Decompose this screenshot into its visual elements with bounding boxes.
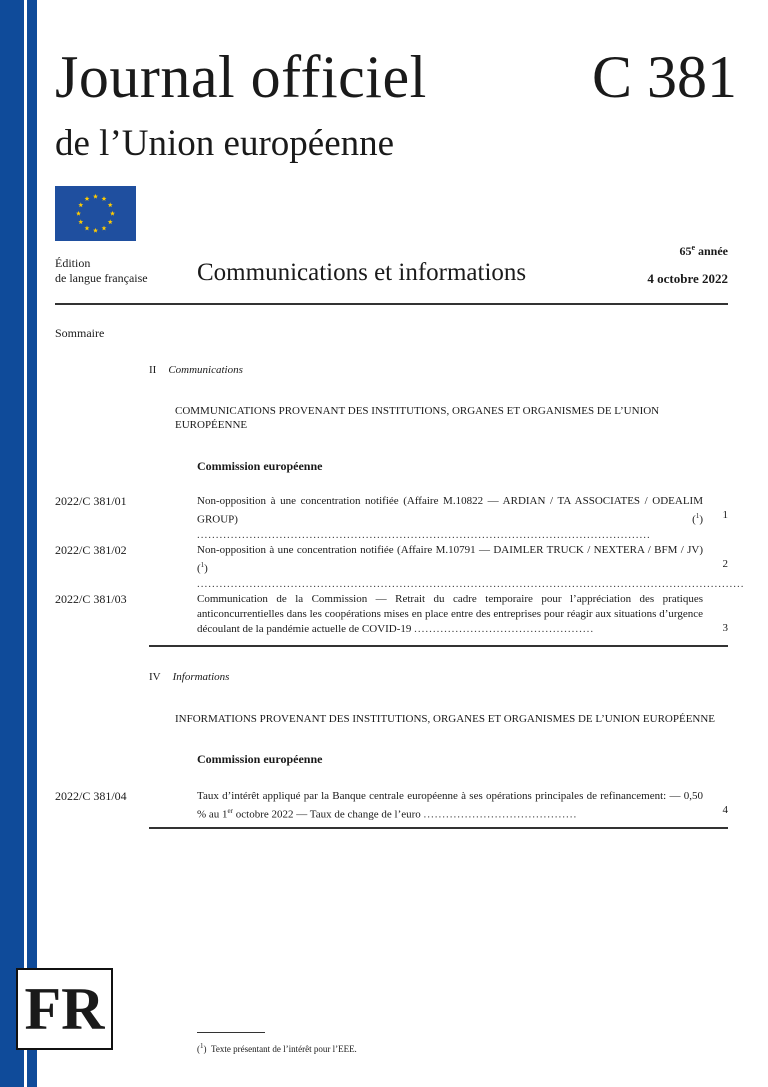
section-title: Communications et informations (197, 259, 527, 286)
entry-ref: 2022/C 381/01 (55, 494, 127, 508)
section-iv-heading: IV Informations (149, 671, 230, 683)
flag-star (78, 202, 83, 207)
entry-page: 3 (722, 622, 728, 634)
entry-ref: 2022/C 381/02 (55, 543, 127, 557)
flag-star (93, 194, 98, 199)
section-iv-body: Commission européenne (197, 752, 323, 766)
section-ii-body: Commission européenne (197, 459, 323, 473)
section-ii-institutions: COMMUNICATIONS PROVENANT DES INSTITUTIONS, ORGANES ET ORGANISMES DE L’UNION EUROPÉENNE (175, 405, 660, 431)
flag-star (108, 202, 113, 207)
edition-label (55, 256, 148, 286)
entry-title[interactable]: Communication de la Commission — Retrait du cadre temporaire pour l’appréciation des pratiques anticoncurrentielles dans les coopérations mises en place entre des entreprises pour réagir aux situations d’urgence découlant de la pandémie actuelle de COVID-19 ................................................ (197, 593, 703, 635)
entry-title[interactable]: Non-opposition à une concentration notifiée (Affaire M.10822 — ARDIAN / TA ASSOCIATES / ODEALIM GROUP) ($^1$) ......................................................................................................................... (197, 495, 703, 541)
flag-star (78, 219, 83, 224)
section-rule (149, 645, 728, 647)
journal-title: Journal officiel (55, 44, 427, 110)
footnote-rule (197, 1032, 265, 1033)
flag-star (108, 219, 113, 224)
flag-star (102, 196, 107, 201)
flag-star (76, 211, 81, 216)
summary-label: Sommaire (55, 326, 105, 340)
entry-page: 1 (722, 509, 728, 521)
section-rule (149, 827, 728, 829)
flag-star (102, 226, 107, 231)
band-separator (24, 0, 27, 1087)
footnote: ($^1$) Texte présentant de l’intérêt pour l’EEE. (197, 1042, 357, 1054)
eu-flag-icon (55, 186, 136, 241)
section-iv-institutions: INFORMATIONS PROVENANT DES INSTITUTIONS, ORGANES ET ORGANISMES DE L’UNION EUROPÉENNE (175, 713, 716, 725)
year-label: 65e année (679, 243, 728, 258)
entry-ref: 2022/C 381/04 (55, 789, 127, 803)
blue-band (0, 0, 37, 1087)
flag-star (85, 226, 90, 231)
section-ii-heading: II Communications (149, 364, 243, 376)
issue-date: 4 octobre 2022 (647, 271, 728, 286)
edition-line-1: Édition (55, 256, 91, 270)
entry-title[interactable]: Non-opposition à une concentration notifiée (Affaire M.10791 — DAIMLER TRUCK / NEXTERA / BFM / JV) ($^1$) .................................................................................................................................................. (197, 544, 745, 590)
entry-page: 2 (722, 558, 728, 570)
flag-star (93, 228, 98, 233)
entry-page: 4 (722, 804, 728, 816)
language-code: FR (24, 976, 105, 1042)
entry-ref: 2022/C 381/03 (55, 592, 127, 606)
flag-star (85, 196, 90, 201)
edition-line-2: de langue française (55, 271, 148, 285)
flag-star (110, 211, 115, 216)
issue-number: C 381 (592, 44, 738, 110)
header-rule (55, 303, 728, 305)
language-badge (16, 968, 113, 1050)
journal-subtitle: de l’Union européenne (55, 123, 395, 164)
entry-title[interactable]: Taux d’intérêt appliqué par la Banque centrale européenne à ses opérations principales de refinancement: — 0,50 % au 1er octobre 2022 — Taux de change de l’euro ......................................... (197, 790, 703, 821)
